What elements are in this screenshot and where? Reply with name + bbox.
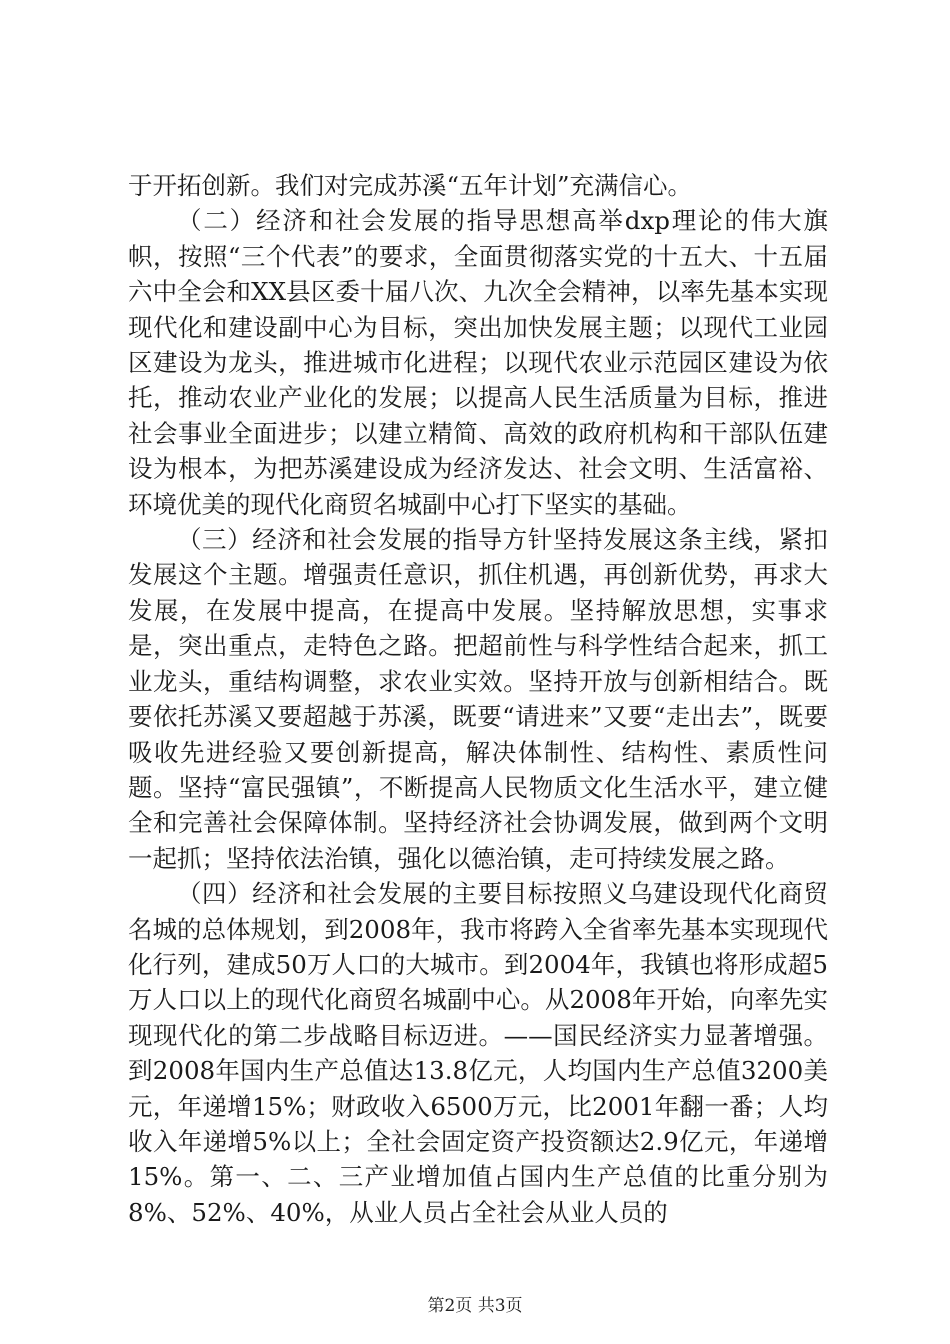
document-body bbox=[128, 168, 828, 1230]
page-number-footer: 第2页 共3页 bbox=[427, 1296, 523, 1316]
paragraph-guiding-principles: （三）经济和社会发展的指导方针坚持发展这条主线，紧扣发展这个主题。增强责任意识，抓住机遇，再创新优势，再求大发展，在发展中提高，在提高中发展。坚持解放思想，实事求是，突出重点，走特色之路。把超前性与科学性结合起来，抓工业龙头，重结构调整，求农业实效。坚持开放与创新相结合。既要依托苏溪又要超越于苏溪，既要“请进来”又要“走出去”，既要吸收先进经验又要创新提高，解决体制性、结构性、素质性问题。坚持“富民强镇”，不断提高人民物质文化生活水平，建立健全和完善社会保障体制。坚持经济社会协调发展，做到两个文明一起抓；坚持依法治镇，强化以德治镇，走可持续发展之路。 bbox=[128, 525, 828, 873]
paragraph-main-goals: （四）经济和社会发展的主要目标按照义乌建设现代化商贸名城的总体规划，到2008年，我市将跨入全省率先基本实现现代化行列，建成50万人口的大城市。到2004年，我镇也将形成超5万人口以上的现代化商贸名城副中心。从2008年开始，向率先实现现代化的第二步战略目标迈进。——国民经济实力显著增强。到2008年国内生产总值达13.8亿元，人均国内生产总值3200美元，年递增15%；财政收入6500万元，比2001年翻一番；人均收入年递增5%以上；全社会固定资产投资额达2.9亿元，年递增15%。第一、二、三产业增加值占国内生产总值的比重分别为8%、52%、40%，从业人员占全社会从业人员的 bbox=[128, 879, 828, 1227]
paragraph-continuation: 于开拓创新。我们对完成苏溪“五年计划”充满信心。 bbox=[128, 171, 693, 200]
paragraph-guiding-ideology: （二）经济和社会发展的指导思想高举dxp理论的伟大旗帜，按照“三个代表”的要求，全面贯彻落实党的十五大、十五届六中全会和XX县区委十届八次、九次全会精神，以率先基本实现现代化和建设副中心为目标，突出加快发展主题；以现代工业园区建设为龙头，推进城市化进程；以现代农业示范园区建设为依托，推动农业产业化的发展；以提高人民生活质量为目标，推进社会事业全面进步；以建立精简、高效的政府机构和干部队伍建设为根本，为把苏溪建设成为经济发达、社会文明、生活富裕、环境优美的现代化商贸名城副中心打下坚实的基础。 bbox=[128, 206, 828, 519]
